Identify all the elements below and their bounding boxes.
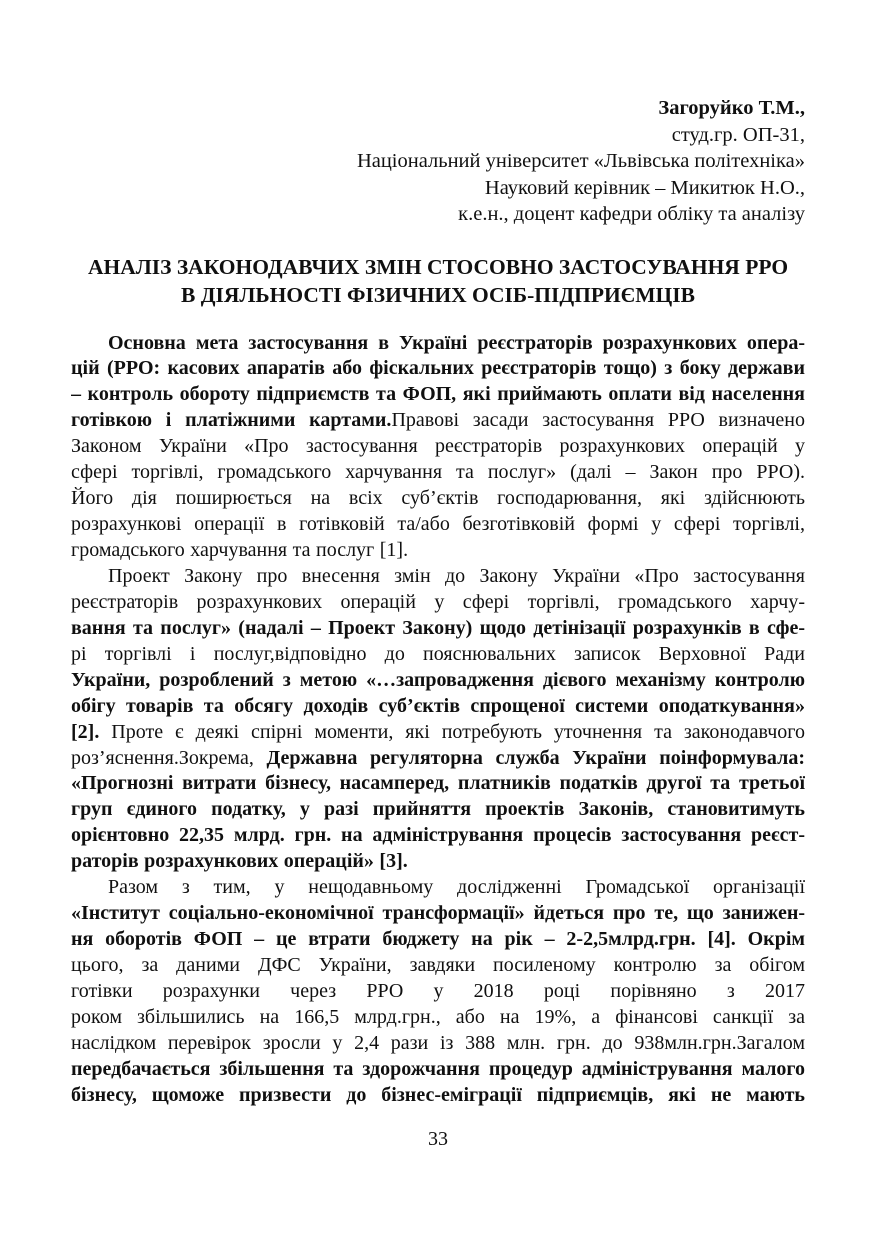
paragraph bbox=[71, 331, 805, 564]
text-line bbox=[71, 953, 805, 979]
text-line bbox=[71, 823, 805, 849]
text-line bbox=[71, 771, 805, 797]
text-run: Разом з тим, у нещодавньому дослідженні Громадської організації bbox=[108, 876, 805, 899]
bold-text-run: [2]. bbox=[71, 720, 100, 743]
text-line bbox=[71, 512, 805, 538]
text-line bbox=[71, 849, 805, 875]
text-line bbox=[71, 746, 805, 772]
paper-title-line-2: В ДІЯЛЬНОСТІ ФІЗИЧНИХ ОСІБ-ПІДПРИЄМЦІВ bbox=[180, 282, 695, 307]
text-line bbox=[71, 590, 805, 616]
byline-line: Науковий керівник – Микитюк Н.О., bbox=[484, 176, 805, 199]
author-byline-block bbox=[71, 95, 805, 228]
text-run: Законом України «Про застосування реєстраторів розрахункових операцій у bbox=[71, 435, 805, 458]
bold-text-run: ня оборотів ФОП – це втрати бюджету на рік – 2-2,5млрд.грн. [4]. Окрім bbox=[71, 928, 805, 951]
text-line bbox=[71, 382, 805, 408]
text-run: Правові засади застосування РРО визначено bbox=[391, 409, 805, 432]
text-line bbox=[71, 694, 805, 720]
byline-line: к.е.н., доцент кафедри обліку та аналізу bbox=[458, 203, 805, 225]
text-line bbox=[71, 486, 805, 512]
paper-body bbox=[71, 331, 805, 1109]
bold-text-run: Основна мета застосування в Україні реєстраторів розрахункових опера- bbox=[108, 331, 805, 354]
bold-text-run: – контроль обороту підприємств та ФОП, які приймають оплати від населення bbox=[71, 383, 805, 406]
text-run: роком збільшились на 166,5 млрд.грн., або на 19%, а фінансові санкції за bbox=[71, 1005, 805, 1028]
bold-text-run: обігу товарів та обсягу доходів суб’єктів спрощеної системи оподаткування» bbox=[71, 694, 805, 717]
text-run: наслідком перевірок зросли у 2,4 рази із 388 млн. грн. до 938млн.грн.Загалом bbox=[71, 1031, 805, 1054]
text-run: Проект Закону про внесення змін до Закону України «Про застосування bbox=[108, 564, 805, 587]
text-run: реєстраторів розрахункових операцій у сфері торгівлі, громадського харчу- bbox=[71, 590, 805, 613]
paragraph bbox=[71, 875, 805, 1108]
text-line bbox=[71, 460, 805, 486]
text-line bbox=[71, 434, 805, 460]
text-line bbox=[71, 538, 805, 564]
bold-text-run: України, розроблений з метою «…запровадження дієвого механізму контролю bbox=[71, 668, 805, 691]
byline-line: Загоруйко Т.М., bbox=[658, 97, 805, 119]
byline-line: студ.гр. ОП-31, bbox=[671, 123, 805, 146]
bold-text-run: раторів розрахункових операцій» [3]. bbox=[71, 850, 408, 873]
text-column bbox=[71, 95, 805, 1109]
bold-text-run: Державна регуляторна служба України поінформувала: bbox=[266, 746, 805, 769]
bold-text-run: груп єдиного податку, у разі прийняття проектів Законів, становитимуть bbox=[71, 798, 805, 821]
text-line bbox=[71, 875, 805, 901]
bold-text-run: цій (РРО: касових апаратів або фіскальних реєстраторів тощо) з боку держави bbox=[71, 357, 805, 380]
bold-text-run: бізнесу, щоможе призвести до бізнес-еміграції підприємців, які не мають bbox=[71, 1083, 805, 1106]
text-run: Його дія поширюється на всіх суб’єктів господарювання, які здійснюють bbox=[71, 487, 805, 510]
text-line bbox=[71, 901, 805, 927]
text-line bbox=[71, 1031, 805, 1057]
text-run: розрахункові операції в готівковій та/або безготівковій формі у сфері торгівлі, bbox=[71, 513, 805, 536]
text-line bbox=[71, 927, 805, 953]
bold-text-run: вання та послуг» (надалі – Проект Закону) щодо детінізації розрахунків в сфе- bbox=[71, 616, 805, 639]
text-run: громадського харчування та послуг [1]. bbox=[71, 539, 409, 561]
paper-title bbox=[71, 253, 805, 309]
text-run: сфері торгівлі, громадського харчування та послуг» (далі – Закон про РРО). bbox=[71, 461, 805, 484]
bold-text-run: передбачається збільшення та здорожчання процедур адміністрування малого bbox=[71, 1057, 805, 1080]
text-run: готівки розрахунки через РРО у 2018 році порівняно з 2017 bbox=[71, 979, 805, 1002]
text-run: Проте є деякі спірні моменти, які потребують уточнення та законодавчого bbox=[99, 720, 805, 743]
text-line bbox=[71, 797, 805, 823]
byline-line: Національний університет «Львівська політехніка» bbox=[356, 150, 805, 172]
text-line bbox=[71, 616, 805, 642]
page-number: 33 bbox=[428, 1128, 448, 1150]
bold-text-run: орієнтовно 22,35 млрд. грн. на адміністрування процесів застосування реєст- bbox=[71, 824, 805, 847]
text-line bbox=[71, 1083, 805, 1109]
text-line bbox=[71, 356, 805, 382]
text-line bbox=[71, 564, 805, 590]
bold-text-run: «Інститут соціально-економічної трансформації» йдеться про те, що занижен- bbox=[71, 902, 805, 925]
text-line bbox=[71, 979, 805, 1005]
text-line bbox=[71, 668, 805, 694]
paragraph bbox=[71, 564, 805, 875]
text-run: рі торгівлі і послуг,відповідно до пояснювальних записок Верховної Ради bbox=[71, 642, 805, 665]
text-line bbox=[71, 642, 805, 668]
text-run: роз’яснення.Зокрема, bbox=[71, 746, 267, 769]
text-run: цього, за даними ДФС України, завдяки посиленому контролю за обігом bbox=[71, 954, 805, 976]
text-line bbox=[71, 1057, 805, 1083]
text-line bbox=[71, 1005, 805, 1031]
text-line bbox=[71, 720, 805, 746]
text-line bbox=[71, 408, 805, 434]
bold-text-run: готівкою і платіжними картами. bbox=[71, 409, 392, 432]
bold-text-run: «Прогнозні витрати бізнесу, насамперед, платників податків другої та третьої bbox=[71, 772, 805, 795]
paper-title-line-1: АНАЛІЗ ЗАКОНОДАВЧИХ ЗМІН СТОСОВНО ЗАСТОСУВАННЯ РРО bbox=[87, 254, 789, 279]
text-line bbox=[71, 331, 805, 357]
